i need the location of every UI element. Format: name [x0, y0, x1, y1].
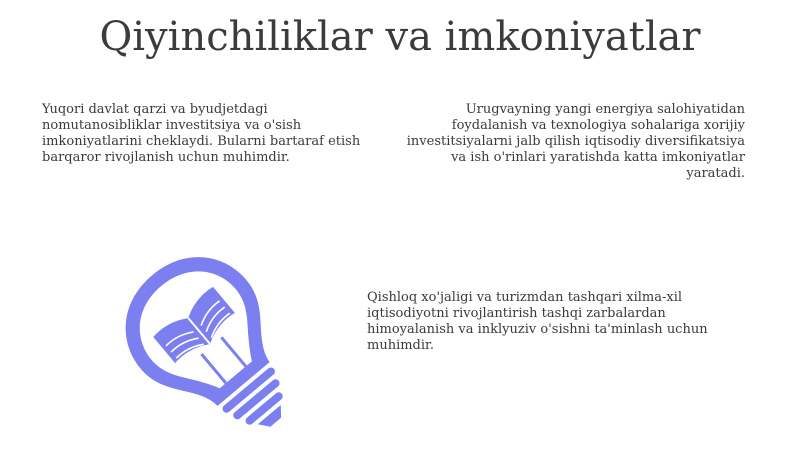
paragraph-debt: Yuqori davlat qarzi va byudjetdagi nomutanosibliklar investitsiya va o'sish imkoniyatlarini cheklaydi. Bularni bartaraf etish barqaror rivojlanish uchun muhimdir. [42, 102, 361, 165]
slide-title: Qiyinchiliklar va imkoniyatlar [99, 14, 701, 60]
paragraph-diversification: Qishloq xo'jaligi va turizmdan tashqari xilma-xil iqtisodiyotni rivojlantirish tashqi zarbalardan himoyalanish va inklyuziv o'sishni ta'minlash uchun muhimdir. [367, 290, 708, 353]
paragraph-energy: Urugvayning yangi energiya salohiyatidan foydalanish va texnologiya sohalariga xorijiy investitsiyalarni jalb qilish iqtisodiy diversifikatsiya va ish o'rinlari yaratishda katta imkoniyatlar yaratadi. [406, 102, 745, 181]
lightbulb-book-icon [100, 248, 310, 428]
